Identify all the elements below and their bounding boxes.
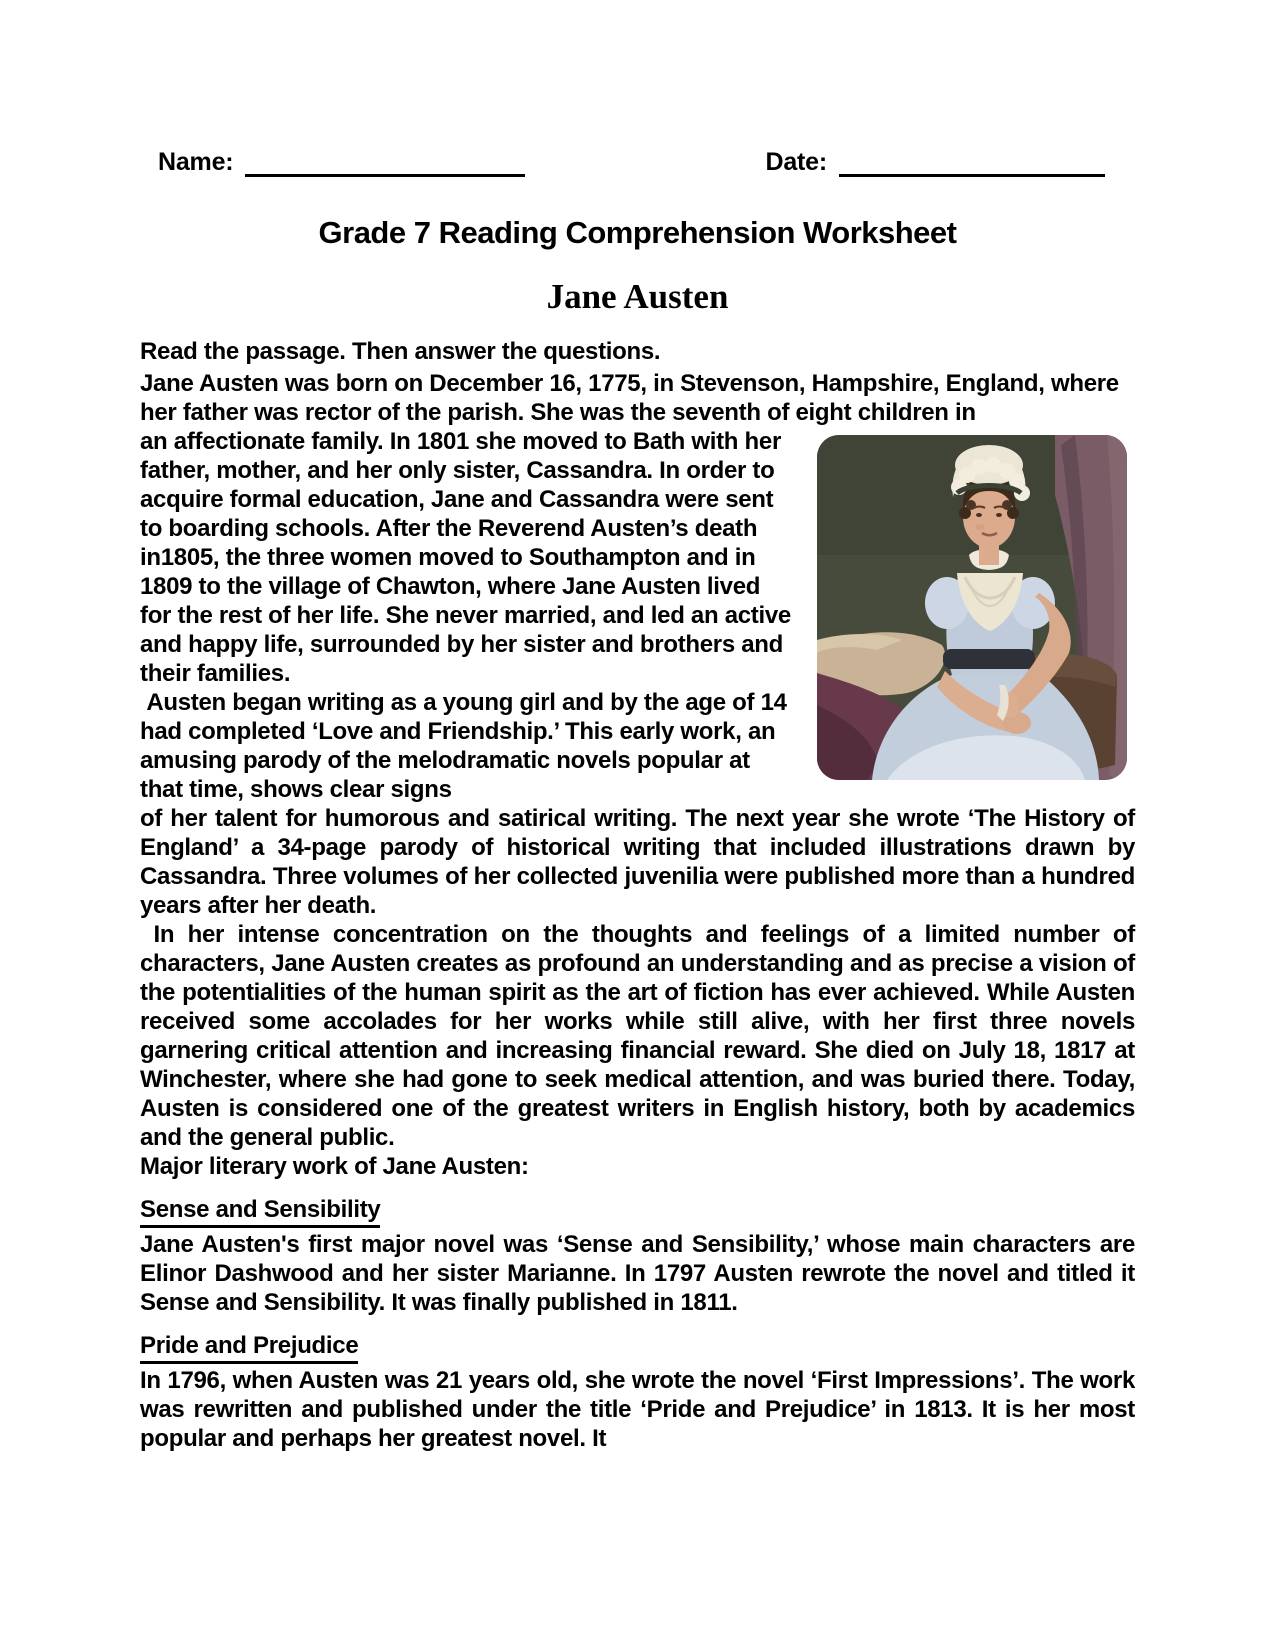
paragraph-1-wrapped: an affectionate family. In 1801 she moved to Bath with her father, mother, and her only sister, Cassandra. In order to acquire formal education, Jane and Cassandra were sent to boarding schools. After the Reverend Austen’s death in1805, the three women moved to Southampton and in 1809 to the village of Chawton, where Jane Austen lived for the rest of her life. She never married, and led an active and happy life, surrounded by her sister and brothers and their families. [140,428,791,687]
worksheet-title: Grade 7 Reading Comprehension Worksheet [318,215,957,250]
date-field [765,148,1105,177]
jane-austen-portrait [817,435,1127,780]
name-label: Name: [158,148,234,176]
section-body-sense-and-sensibility: Jane Austen's first major novel was ‘Sense and Sensibility,’ whose main characters are Elinor Dashwood and her sister Marianne. In 1797 Austen rewrote the novel and titled it Sense and Sensibility. It was finally published in 1811. [140,1231,1135,1316]
date-blank-line [839,149,1105,177]
paragraph-1-full-width: Jane Austen was born on December 16, 1775, in Stevenson, Hampshire, England, where her father was rector of the parish. She was the seventh of eight children in [140,370,1119,426]
section-heading-text: Sense and Sensibility [140,1195,380,1228]
name-field [158,148,525,177]
portrait-illustration [817,435,1127,780]
section-body-pride-and-prejudice: In 1796, when Austen was 21 years old, she wrote the novel ‘First Impressions’. The work was rewritten and published under the title ‘Pride and Prejudice’ in 1813. It is her most popular and perhaps her greatest novel. It [140,1367,1135,1452]
passage-title: Jane Austen [546,277,729,316]
name-blank-line [245,149,525,177]
date-label: Date: [765,148,827,176]
section-heading-sense-and-sensibility [140,1195,1135,1228]
section-heading-pride-and-prejudice [140,1331,1135,1364]
paragraph-major-works-intro: Major literary work of Jane Austen: [140,1153,529,1180]
instruction-text: Read the passage. Then answer the questions. [140,338,661,365]
passage [0,317,1275,1453]
paragraph-2-full-width: of her talent for humorous and satirical writing. The next year she wrote ‘The History of England’ a 34-page parody of historical writing that included illustrations drawn by Cassandra. Three volumes of her collected juvenilia were published more than a hundred years after her death. [140,805,1135,919]
paragraph-3: In her intense concentration on the thoughts and feelings of a limited number of characters, Jane Austen creates as profound an understanding and as precise a vision of the potentialities of the human spirit as the art of fiction has ever achieved. While Austen received some accolades for her works while still alive, with her first three novels garnering critical attention and increasing financial reward. She died on July 18, 1817 at Winchester, where she had gone to seek medical attention, and was buried there. Today, Austen is considered one of the greatest writers in English history, both by academics and the general public. [140,921,1135,1151]
header-row [0,0,1275,177]
paragraph-2-wrapped: Austen began writing as a young girl and by the age of 14 had completed ‘Love and Friendship.’ This early work, an amusing parody of the melodramatic novels popular at that time, shows clear signs [140,689,787,803]
section-heading-text: Pride and Prejudice [140,1331,358,1364]
